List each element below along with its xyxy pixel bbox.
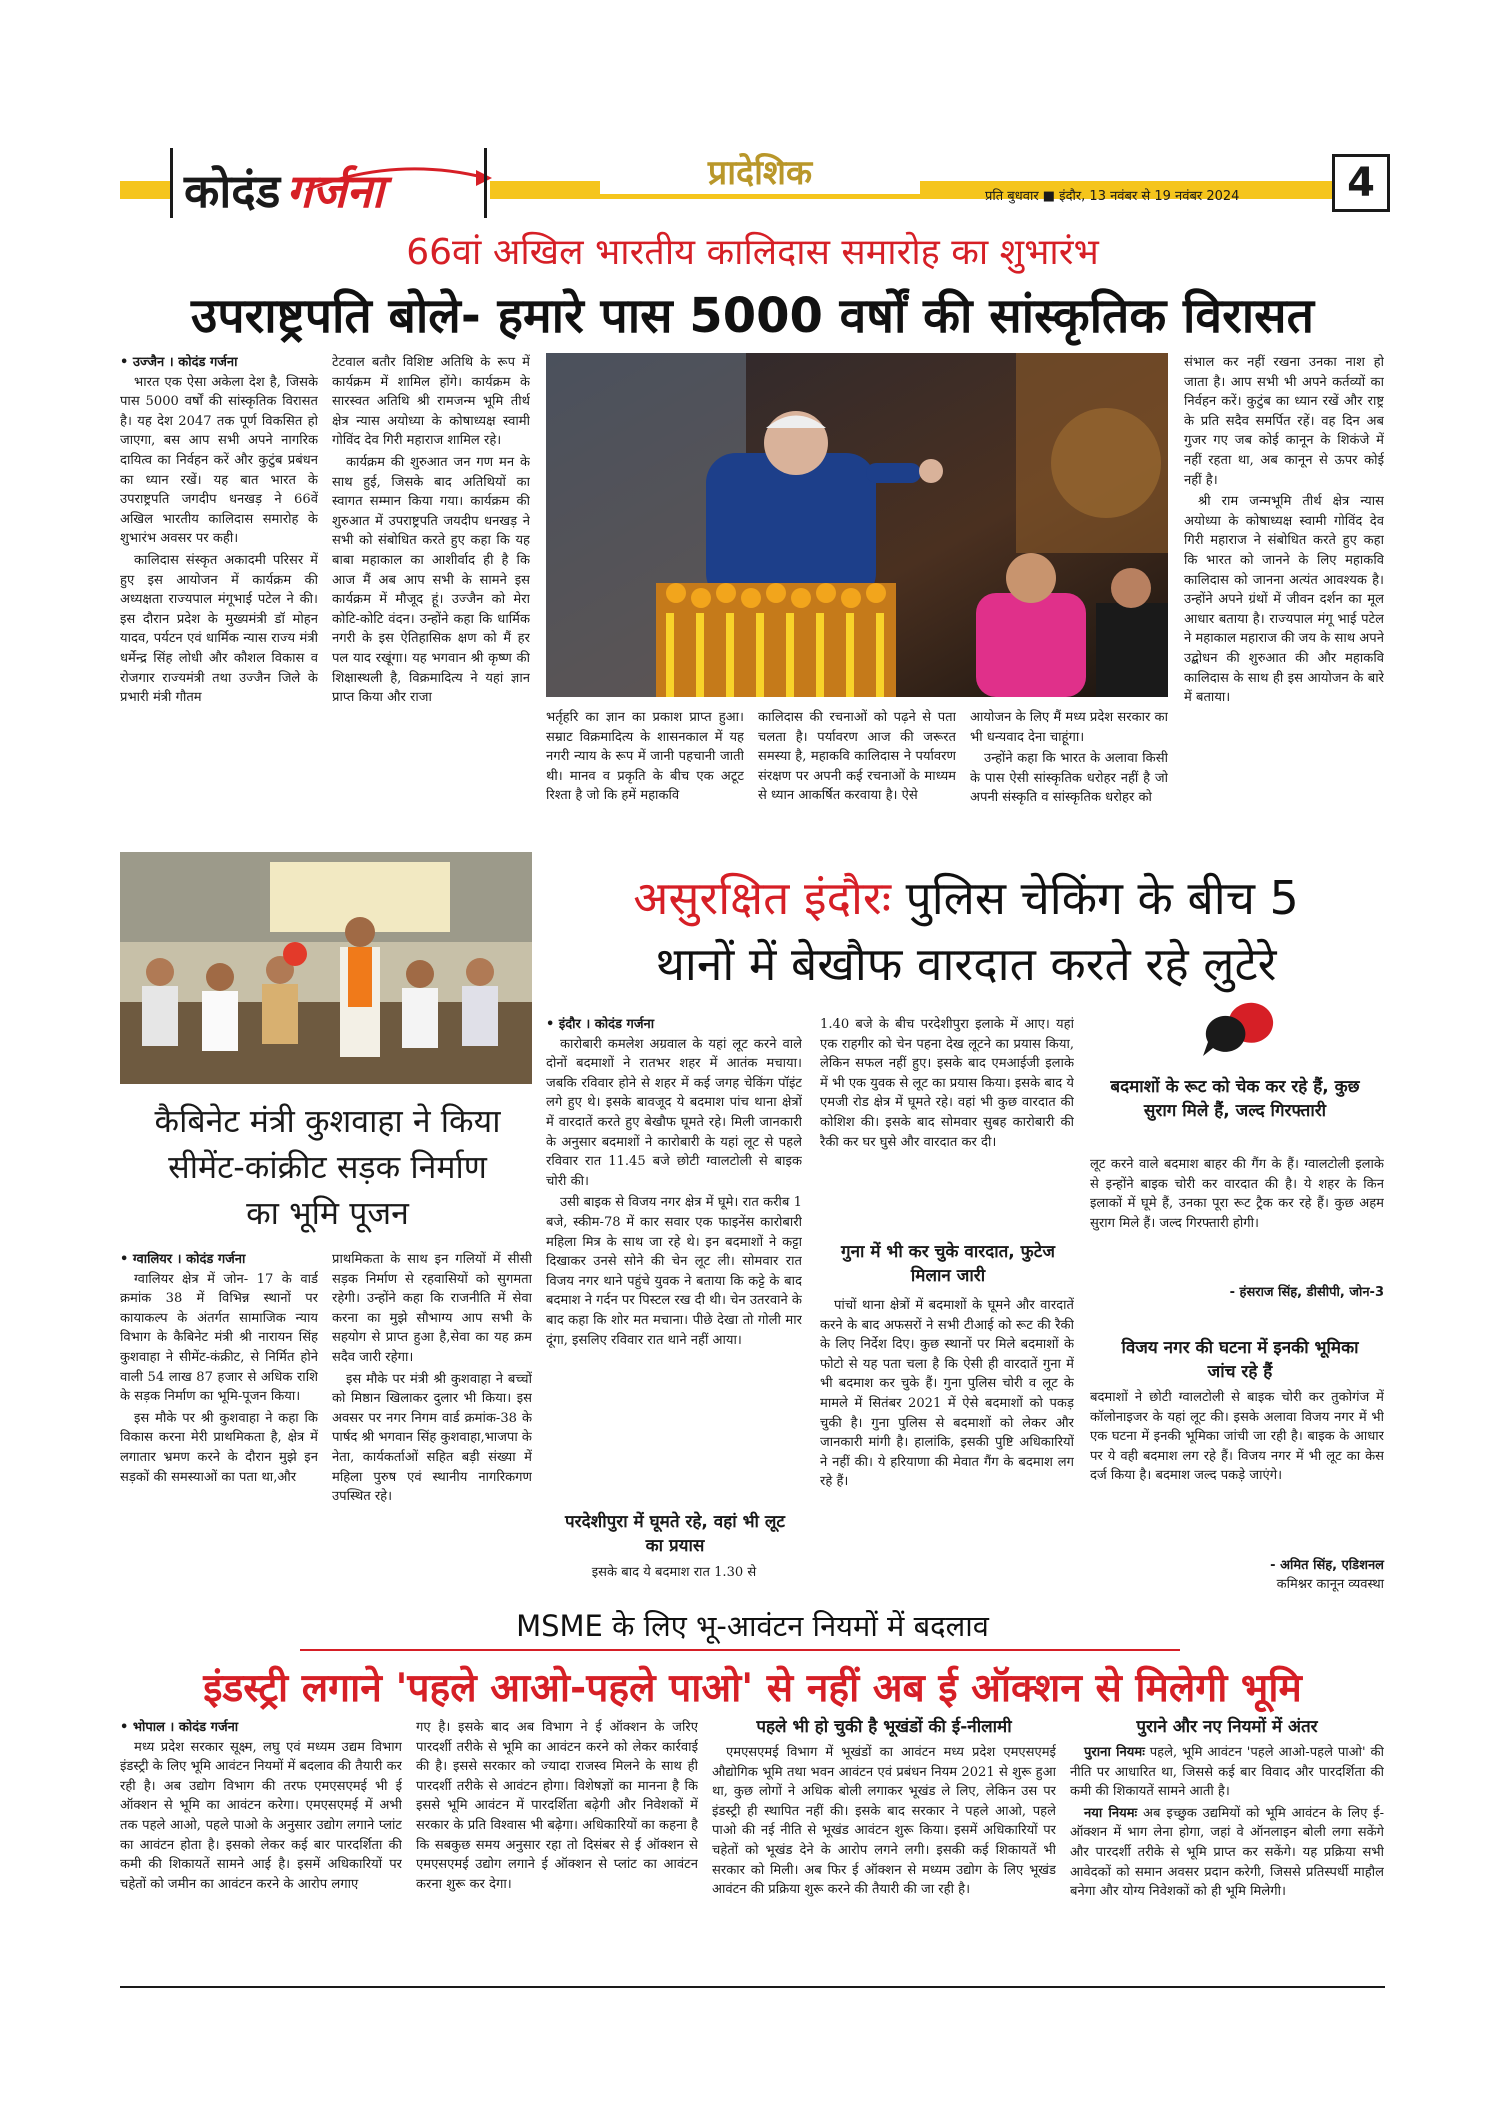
story1-column-6 [1184,353,1384,848]
story1-col6-para2: श्री राम जन्मभूमि तीर्थ क्षेत्र न्यास अयोध्या के कोषाध्यक्ष स्वामी गोविंद देव गिरी महाराज ने संबोधित करते हुए कहा कि भारत को जानने के लिए महाकवि कालिदास को जानना अत्यंत आवश्यक है। उन्होंने अपने ग्रंथों में जीवन दर्शन का मूल आधार बताया है। राज्यपाल मंगू भाई पटेल ने महाकाल महाराज की जय के साथ अपने उद्बोधन की शुरुआत की और महाकवि कालिदास के साथ ही इस आयोजन के बारे में बताया। [1184,494,1384,706]
vice-president-speech-photo [546,353,1168,697]
logo-part2: गर्जना [286,164,384,218]
story2-col1-para1: ग्वालियर क्षेत्र में जोन- 17 के वार्ड क्रमांक 38 में विभिन्न स्थानों पर कायाकल्प के अंतर्गत सामाजिक न्याय विभाग के कैबिनेट मंत्री श्री नारायन सिंह कुशवाहा ने सीमेंट-कंक्रीट, से निर्मित होने वाली 54 लाख 87 हजार से अधिक राशि के सड़क निर्माण का भूमि-पूजन किया। [120,1271,318,1405]
story3-byline: • इंदौर । कोदंड गर्जना [546,1017,655,1032]
story4-col1-para1: मध्य प्रदेश सरकार सूक्ष्म, लघु एवं मध्यम उद्यम विभाग इंडस्ट्री के लिए भूमि आवंटन नियमों में बदलाव की तैयारी कर रही है। अब उद्योग विभाग की तरफ एमएसएमई भी ई ऑक्शन से भूमि का आवंटन करेगा। एमएसएमई में अभी तक पहले आओ, पहले पाओ के अनुसार उद्योग लगाने प्लांट का आवंटन होता है। इसको लेकर कई बार पारदर्शिता की कमी की शिकायतें सामने आई है। इसमें अधिकारियों पर चहेतों को जमीन का आवंटन करने के आरोप लगाए [120,1739,402,1892]
masthead-divider-2 [484,148,487,218]
story4-column-3 [712,1743,1056,1969]
new-rule-text: अब इच्छुक उद्यमियों को भूमि आवंटन के लिए ई-ऑक्शन में भाग लेना होगा, जहां वे ऑनलाइन बोली लगा सकेंगे और पारदर्शी तरीके से भूमि प्राप्त कर सकेंगे। यह प्रक्रिया सभी आवेदकों को समान अवसर प्रदान करेगी, जिससे प्रतिस्पर्धी माहौल बनेगा और योग्य निवेशकों को ही भूमि मिलेगी। [1070,1805,1384,1900]
logo-part1: कोदंड [184,164,281,218]
dateline: प्रति बुधवार ■ इंदौर, 13 नवंबर से 19 नवंबर 2024 [985,189,1240,204]
story1-column-2 [332,353,530,848]
story2-col2-para2: इस मौके पर मंत्री श्री कुशवाहा ने बच्चों को मिष्ठान खिलाकर दुलार भी किया। इस अवसर पर नगर निगम वार्ड क्रमांक-38 के पार्षद श्री भगवान सिंह कुशवाहा,भाजपा के नेता, कार्यकर्ताओं सहित बड़ी संख्या में महिला पुरुष एवं स्थानीय नागरिकगण उपस्थित रहे। [332,1371,532,1505]
story1-col1-para2: कालिदास संस्कृत अकादमी परिसर में हुए इस आयोजन में कार्यक्रम की अध्यक्षता राज्यपाल मंगूभाई पटेल ने की। इस दौरान प्रदेश के मुख्यमंत्री डॉ मोहन यादव, पर्यटन एवं धार्मिक न्यास राज्य मंत्री धर्मेन्द्र सिंह लोधी और कौशल विकास व रोजगार राज्यमंत्री तथा उज्जैन जिले के प्रभारी मंत्री गौतम [120,552,318,706]
story4-column-2 [416,1718,698,1970]
story3-side1-name: - हंसराज सिंह, डीसीपी, जोन-3 [1229,1285,1384,1300]
minister-bhoomi-pujan-photo [120,852,532,1084]
story4-kicker: MSME के लिए भू-आवंटन नियमों में बदलाव [516,1609,989,1643]
story1-col5-para1: आयोजन के लिए मैं मध्य प्रदेश सरकार का भी धन्यवाद देना चाहूंगा। [970,710,1168,745]
story4-column-1 [120,1718,402,1970]
masthead-divider [170,148,173,218]
story4-col3-para1: एमएसएमई विभाग में भूखंडों का आवंटन मध्य प्रदेश एमएसएमई औद्योगिक भूमि तथा भवन आवंटन एवं प्रबंधन नियम 2021 से शुरू हुआ था, कुछ लोगों ने अधिक बोली लगाकर भूखंड ले लिए, लेकिन उस पर इंडस्ट्री ही स्थापित नहीं की। इसके बाद सरकार ने पहले आओ, पहले पाओ की नई नीति से भूखंड आवंटन शुरू किया। इसमें अधिकारियों पर चहेतों को भूखंड देने के आरोप लगने लगी। इसकी कई शिकायतें भी सरकार को मिली। अब फिर ई ऑक्शन से मध्यम उद्योग के लिए भूखंड आवंटन की प्रक्रिया शुरू करने की तैयारी की जा रही है। [712,1745,1056,1898]
story1-column-4 [758,708,956,848]
story2-byline: • ग्वालियर । कोदंड गर्जना [120,1252,246,1267]
story1-column-5 [970,708,1168,848]
story3-side1-text: लूट करने वाले बदमाश बाहर की गैंग के हैं। ग्वालटोली इलाके से इन्होंने बाइक चोरी कर वारदात की है। ये शहर के किन इलाकों में घूमे हैं, उनका पूरा रूट ट्रैक कर रहे हैं। कुछ अहम सुराग मिले हैं। जल्द गिरफ्तारी होगी। [1090,1157,1384,1231]
story1-col6-para1: संभाल कर नहीं रखना उनका नाश हो जाता है। आप सभी भी अपने कर्तव्यों का निर्वहन करें। कुटुंब का ध्यान रखें और राष्ट्र के प्रति सदैव समर्पित रहें। वह दिन अब गुजर गए जब कोई कानून के शिकंजे में नहीं रहता था, अब कानून से ऊपर कोई नहीं है। [1184,355,1384,488]
old-rule-label: पुराना नियमः [1084,1745,1145,1760]
story3-col2-para1: 1.40 बजे के बीच परदेशीपुरा इलाके में आए। यहां एक राहगीर को चेन पहना देख लूटने का प्रयास किया, लेकिन सफल नहीं हुए। इसके बाद एमआईजी इलाके में भी एक युवक से लूट का प्रयास किया। इसके बाद ये एमजी रोड क्षेत्र में घूमते रहे। वहां भी कुछ वारदात की कोशिश की। इसके बाद सोमवार सुबह कारोबारी की रैकी कर घर घुसे और वारदात कर दी। [820,1017,1074,1150]
story1-kicker: 66वां अखिल भारतीय कालिदास समारोह का शुभारंभ [406,232,1099,273]
story3-sub1-text: इसके बाद ये बदमाश रात 1.30 से [591,1565,757,1580]
story3-column-1 [546,1015,802,1551]
story2-col1-para2: इस मौके पर श्री कुशवाहा ने कहा कि विकास करना मेरी प्राथमिकता है, क्षेत्र में लगातार भ्रमण करने के दौरान मुझे इन सड़कों की समस्याओं का पता था,और [120,1410,318,1485]
story4-byline: • भोपाल । कोदंड गर्जना [120,1720,239,1735]
story4-subhead-mid: पहले भी हो चुकी है भूखंडों की ई-नीलामी [756,1717,1012,1737]
story1-headline: उपराष्ट्रपति बोले- हमारे पास 5000 वर्षों की सांस्कृतिक विरासत [191,288,1314,344]
story3-subhead-1: परदेशीपुरा में घूमते रहे, वहां भी लूट का प्रयास [565,1512,785,1556]
old-rule-text: पहले, भूमि आवंटन 'पहले आओ-पहले पाओ' की नीति पर आधारित था, जिससे कई बार विवाद और पारदर्शिता की कमी की शिकायतें सामने आती है। [1070,1745,1384,1800]
story3-col2b-para1: पांचों थाना क्षेत्रों में बदमाशों के घूमने और वारदातें करने के बाद अफसरों ने सभी टीआई को रूट की रैकी के लिए निर्देश दिए। कुछ स्थानों पर मिले बदमाशों के फोटो से यह पता चला है कि ऐसी ही वारदातें गुना में भी बदमाश कर चुके हैं। गुना पुलिस चोरी व लूट के मामले में सितंबर 2021 में ऐसे बदमाशों को पकड़ चुकी है। गुना पुलिस से बदमाशों को लेकर और जानकारी मांगी है। हालांकि, इसकी पुष्टि अधिकारियों ने नहीं की। ये हरियाणा की मेवात गैंग के बदमाश लग रहे हैं। [820,1298,1074,1490]
story3-column-2 [820,1015,1074,1215]
story3-side2-text: बदमाशों ने छोटी ग्वालटोली से बाइक चोरी कर तुकोगंज में कॉलोनाइजर के यहां लूट की। इसके अलावा विजय नगर में भी एक घटना में इनकी भूमिका जांची जा रही है। बाइक के आधार पर ये वही बदमाश लग रहे हैं। विजय नगर में भी लूट का केस दर्ज किया है। बदमाश जल्द पकड़े जाएंगे। [1090,1390,1384,1484]
story1-column-3 [546,708,744,848]
story4-kicker-underline [300,1649,1180,1651]
story3-col1-para2: उसी बाइक से विजय नगर क्षेत्र में घूमे। रात करीब 1 बजे, स्कीम-78 में कार सवार एक फाइनेंस कारोबारी महिला मित्र के साथ जा रहे थे। इन बदमाशों ने कट्टा दिखाकर उनसे सोने की चेन लूट ली। सोमवार रात विजय नगर थाने पहुंचे युवक ने बताया कि कट्टे के बाद बदमाश ने गर्दन पर पिस्टल रख दी थी। चेन उतरवाने के बाद कहा कि शोर मत मचाना। पीछे देखा तो गोली मार दूंगा, इसलिए रविवार रात थाने नहीं आया। [546,1195,802,1348]
story3-headline-line2: थानों में बेखौफ वारदात करते रहे लुटेरे [655,937,1277,991]
story2-column-1 [120,1250,318,1600]
masthead-bar-left [120,181,170,199]
page-bottom-rule [120,1986,1385,1988]
story1-col2-para1: टेटवाल बतौर विशिष्ट अतिथि के रूप में कार्यक्रम में शामिल होंगे। कार्यक्रम के सारस्वत अतिथि श्री रामजन्म भूमि तीर्थ क्षेत्र न्यास अयोध्या के कोषाध्यक्ष स्वामी गोविंद देव गिरी महाराज शामिल रहे। [332,355,530,449]
new-rule-label: नया नियमः [1084,1805,1138,1821]
story1-col3-para1: भर्तृहरि का ज्ञान का प्रकाश प्राप्त हुआ। सम्राट विक्रमादित्य के शासनकाल में यह नगरी न्याय के रूप में जानी पहचानी जाती थी। मानव व प्रकृति के बीच एक अटूट रिश्ता है जो कि हमें महाकवि [546,710,744,804]
story2-column-2 [332,1250,532,1600]
story3-headline-red: असुरक्षित इंदौरः [633,871,892,925]
story4-old-rule [1070,1743,1384,1802]
story1-byline: • उज्जैन । कोदंड गर्जना [120,355,238,370]
story3-headline-line1 [546,866,1386,928]
page-number: 4 [1332,154,1390,212]
story1-col4-para1: कालिदास की रचनाओं को पढ़ने से पता चलता है। पर्यावरण आज की जरूरत समस्या है, महाकवि कालिदास ने पर्यावरण संरक्षण पर अपनी कई रचनाओं के माध्यम से ध्यान आकर्षित करवाया है। ऐसे [758,710,956,804]
speech-bubbles-icon [1198,998,1288,1068]
section-label: प्रादेशिक [600,148,920,194]
story3-col1-para1: कारोबारी कमलेश अग्रवाल के यहां लूट करने वाले दोनों बदमाशों ने रातभर शहर में आतंक मचाया। जबकि रविवार होने से शहर में कई जगह चेकिंग पॉइंट लगे हुए थे। इसके बावजूद ये बदमाश पांच थाना क्षेत्रों में वारदातें करते हुए बेखौफ घूमते रहे। मिली जानकारी के अनुसार बदमाशों ने कारोबारी के यहां लूट से पहले रविवार रात 11.45 बजे छोटी ग्वालटोली से बाइक चोरी की। [546,1036,802,1189]
story1-column-1 [120,353,318,848]
story4-col2-para1: गए है। इसके बाद अब विभाग ने ई ऑक्शन के जरिए पारदर्शी तरीके से भूमि का आवंटन करने को लेकर कार्रवाई की है। इससे सरकार को ज्यादा राजस्व मिलने के साथ ही पारदर्शी तरीके से आवंटन होगा। विशेषज्ञों का मानना है कि इससे भूमि आवंटन में पारदर्शिता बढ़ेगी और निवेशकों में सरकार के प्रति विश्वास भी बढ़ेगा। अधिकारियों का कहना है कि सबकुछ समय अनुसार रहा तो दिसंबर से ई ऑक्शन से एमएसएमई उद्योग लगाने ई ऑक्शन से प्लांट का आवंटन करना शुरू कर देगा। [416,1720,698,1892]
story3-subhead-2: गुना में भी कर चुके वारदात, फुटेज मिलान जारी [841,1242,1055,1286]
story4-new-rule [1070,1804,1384,1902]
story1-col1-para1: भारत एक ऐसा अकेला देश है, जिसके पास 5000 वर्षों की सांस्कृतिक विरासत है। यह देश 2047 तक पूर्ण विकसित हो जाएगा, बस आप सभी अपने नागरिक दायित्व का निर्वहन करें और कुटुंब प्रबंधन का ध्यान रखें। यह बात भारत के उपराष्ट्रपति जगदीप धनखड़ ने 66वें अखिल भारतीय कालिदास समारोह के शुभारंभ अवसर पर कही। [120,374,318,547]
story2-headline: कैबिनेट मंत्री कुशवाहा ने किया सीमेंट-कांक्रीट सड़क निर्माण का भूमि पूजन [154,1102,501,1232]
story4-subhead-right: पुराने और नए नियमों में अंतर [1136,1717,1318,1737]
story3-column-2b [820,1296,1074,1586]
story3-side2-name2: कमिश्नर कानून व्यवस्था [1276,1577,1384,1592]
story3-side2-title: विजय नगर की घटना में इनकी भूमिका जांच रहे हैं [1121,1338,1359,1382]
story4-headline: इंडस्ट्री लगाने 'पहले आओ-पहले पाओ' से नहीं अब ई ऑक्शन से मिलेगी भूमि [203,1666,1302,1711]
story1-col5-para2: उन्होंने कहा कि भारत के अलावा किसी के पास ऐसी सांस्कृतिक धरोहर नहीं है जो अपनी संस्कृति व सांस्कृतिक धरोहर को [970,751,1168,806]
arrow-logo-icon [296,160,496,200]
story4-column-4 [1070,1743,1384,1969]
story3-side2-name: - अमित सिंह, एडिशनल [1270,1558,1384,1573]
story2-col2-para1: प्राथमिकता के साथ इन गलियों में सीसी सड़क निर्माण से रहवासियों को सुगमता रहेगी। उन्होंने कहा कि राजनीति में सेवा करना का मुझे सौभाग्य आप सभी के सहयोग से प्राप्त हुआ है,सेवा का यह क्रम सदैव जारी रहेगा। [332,1252,532,1365]
story3-side1-title: बदमाशों के रूट को चेक कर रहे हैं, कुछ सुराग मिले हैं, जल्द गिरफ्तारी [1110,1077,1360,1121]
story1-col2-para2: कार्यक्रम की शुरुआत जन गण मन के साथ हुई, जिसके बाद अतिथियों का स्वागत सम्मान किया गया। कार्यक्रम की शुरुआत में उपराष्ट्रपति जयदीप धनखड़ ने सभी को संबोधित करते हुए कहा कि यह बाबा महाकाल का आशीर्वाद ही है कि आज मैं अब आप सभी के सामने इस कार्यक्रम में मौजूद हूं। उज्जैन को मेरा कोटि-कोटि वंदन। उन्होंने कहा कि धार्मिक नगरी के इस ऐतिहासिक क्षण को मैं हर पल याद रखूंगा। यह भगवान श्री कृष्ण की शिक्षास्थली है, विक्रमादित्य ने यहां ज्ञान प्राप्त किया और राजा [332,454,530,706]
story3-headline-rest: पुलिस चेकिंग के बीच 5 [905,871,1299,925]
